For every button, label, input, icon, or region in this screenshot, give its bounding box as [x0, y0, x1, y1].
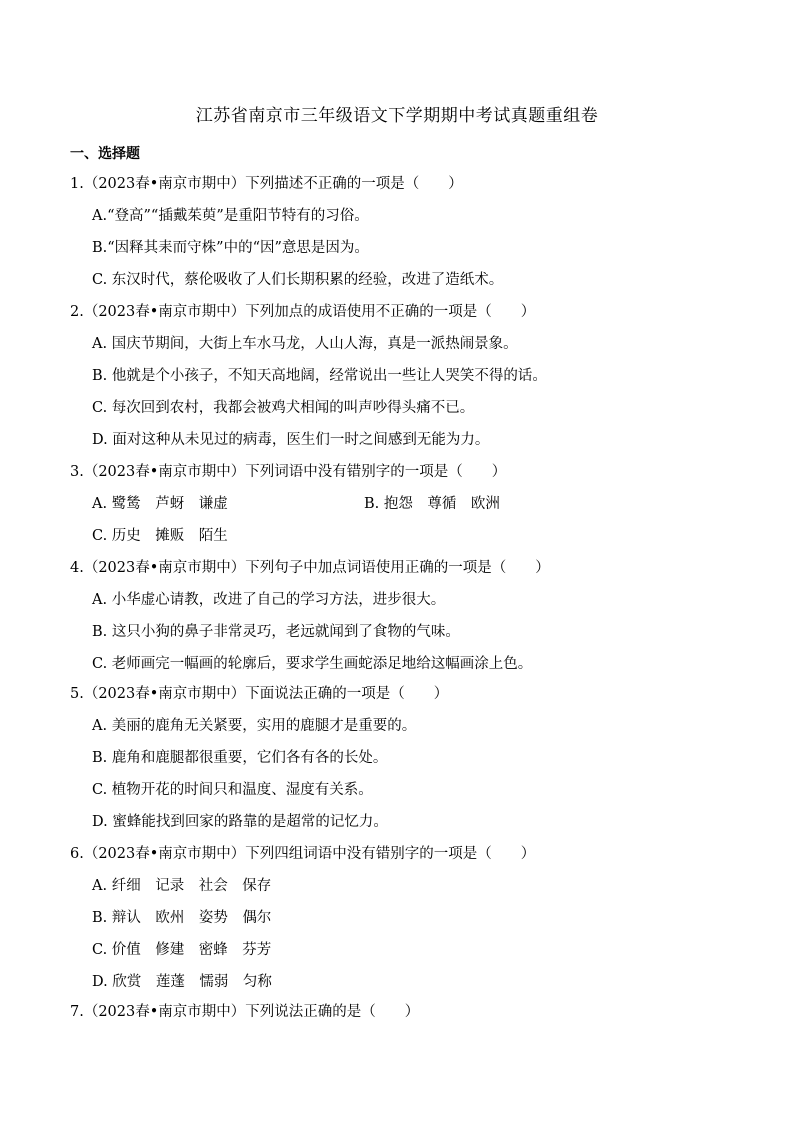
question-4-option-a: A. 小华虚心请教，改进了自己的学习方法，进步很大。 [92, 592, 446, 608]
question-5-stem: 5.（2023春•南京市期中）下面说法正确的一项是（ ） [70, 686, 449, 702]
question-6-option-c: C. 价值 修建 密蜂 芬芳 [92, 942, 272, 958]
question-1-option-c: C. 东汉时代，蔡伦吸收了人们长期积累的经验，改进了造纸术。 [92, 272, 504, 288]
question-2-option-d: D. 面对这种从未见过的病毒，医生们一时之间感到无能为力。 [92, 432, 490, 448]
question-2-option-c: C. 每次回到农村，我都会被鸡犬相闻的叫声吵得头痛不已。 [92, 400, 475, 416]
question-4-option-c: C. 老师画完一幅画的轮廓后，要求学生画蛇添足地给这幅画涂上色。 [92, 656, 533, 672]
question-1-option-b: B.“因释其耒而守株”中的“因”意思是因为。 [92, 240, 369, 256]
question-2-stem: 2.（2023春•南京市期中）下列加点的成语使用不正确的一项是（ ） [70, 304, 536, 320]
question-5-option-a: A. 美丽的鹿角无关紧要，实用的鹿腿才是重要的。 [92, 718, 417, 734]
question-6-option-d: D. 欣赏 莲蓬 懦弱 匀称 [92, 974, 272, 990]
question-7-stem: 7.（2023春•南京市期中）下列说法正确的是（ ） [70, 1004, 420, 1020]
question-1-stem: 1.（2023春•南京市期中）下列描述不正确的一项是（ ） [70, 176, 463, 192]
document-title: 江苏省南京市三年级语文下学期期中考试真题重组卷 [195, 106, 599, 126]
question-5-option-b: B. 鹿角和鹿腿都很重要，它们各有各的长处。 [92, 750, 388, 766]
question-6-option-b: B. 辩认 欧州 姿势 偶尔 [92, 910, 272, 926]
section-heading: 一、选择题 [70, 146, 140, 162]
question-3-stem: 3.（2023春•南京市期中）下列词语中没有错别字的一项是（ ） [70, 464, 507, 480]
question-2-option-a: A. 国庆节期间，大街上车水马龙，人山人海，真是一派热闹景象。 [92, 336, 518, 352]
question-3-option-a: A. 鹭鸶 芦蚜 谦虚 [92, 496, 228, 512]
question-5-option-d: D. 蜜蜂能找到回家的路靠的是超常的记忆力。 [92, 814, 388, 830]
question-6-option-a: A. 纤细 记录 社会 保存 [92, 878, 272, 894]
question-2-option-b: B. 他就是个小孩子，不知天高地阔，经常说出一些让人哭笑不得的话。 [92, 368, 547, 384]
question-1-option-a: A.“登高”“插戴茱萸”是重阳节特有的习俗。 [92, 208, 369, 224]
question-3-option-b: B. 抱怨 尊循 欧洲 [364, 496, 500, 512]
question-6-stem: 6.（2023春•南京市期中）下列四组词语中没有错别字的一项是（ ） [70, 846, 536, 862]
question-5-option-c: C. 植物开花的时间只和温度、湿度有关系。 [92, 782, 373, 798]
question-3-option-c: C. 历史 摊贩 陌生 [92, 528, 228, 544]
question-4-option-b: B. 这只小狗的鼻子非常灵巧，老远就闻到了食物的气味。 [92, 624, 460, 640]
question-4-stem: 4.（2023春•南京市期中）下列句子中加点词语使用正确的一项是（ ） [70, 560, 550, 576]
